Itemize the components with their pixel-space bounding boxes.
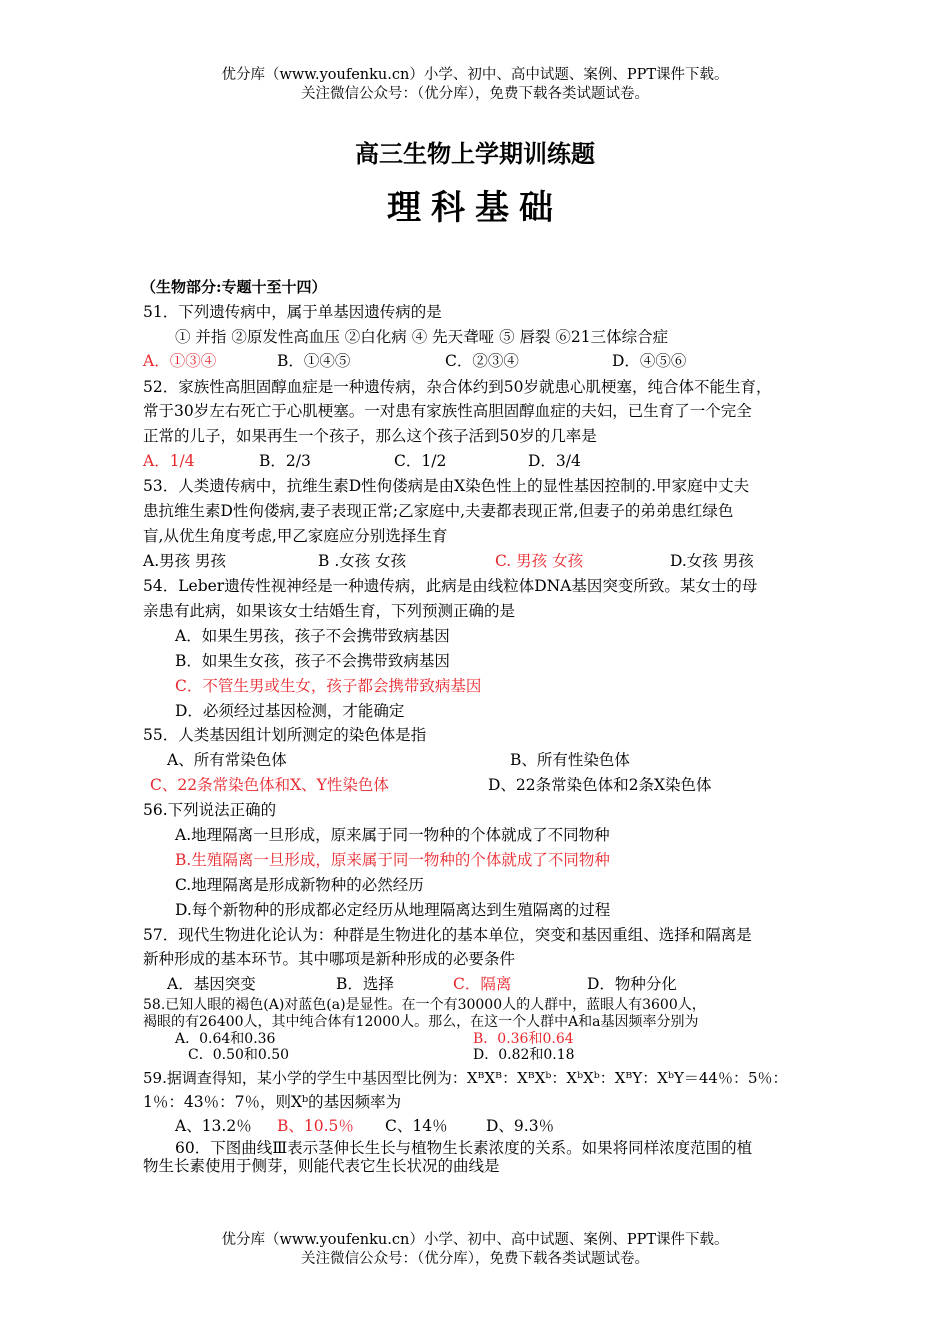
q54-option-a: A．如果生男孩，孩子不会携带致病基因 <box>175 627 450 645</box>
footer-line-1: 优分库（www.youfenku.cn）小学、初中、高中试题、案例、PPT课件下载。 <box>221 1232 729 1248</box>
q57-option-b: B．选择 <box>336 975 394 993</box>
q52-option-c: C．1/2 <box>394 452 447 470</box>
q52-option-d: D．3/4 <box>528 452 581 470</box>
page-subtitle: 理科基础 <box>387 188 563 228</box>
q55-stem: 55．人类基因组计划所测定的染色体是指 <box>143 726 427 744</box>
q52-line-1: 52．家族性高胆固醇血症是一种遗传病，杂合体约到50岁就患心肌梗塞，纯合体不能生育， <box>143 378 772 396</box>
q58-option-c: C．0.50和0.50 <box>188 1047 290 1063</box>
q59-option-b: B、10.5％ <box>277 1117 354 1135</box>
q53-option-b: B .女孩 女孩 <box>318 552 407 570</box>
q51-option-d: D．④⑤⑥ <box>612 352 687 370</box>
q51-option-b: B．①④⑤ <box>277 352 351 370</box>
q56-option-a: A.地理隔离一旦形成，原来属于同一物种的个体就成了不同物种 <box>175 826 610 844</box>
q53-line-1: 53．人类遗传病中，抗维生素D性佝偻病是由X染色性上的显性基因控制的.甲家庭中丈夫 <box>143 477 750 495</box>
q54-option-d: D．必须经过基因检测，才能确定 <box>175 702 405 720</box>
q56-option-c: C.地理隔离是形成新物种的必然经历 <box>175 876 424 894</box>
q53-line-2: 患抗维生素D性佝偻病,妻子表现正常;乙家庭中,夫妻都表现正常,但妻子的弟弟患红绿色 <box>143 502 734 520</box>
q51-items: ① 并指 ②原发性高血压 ②白化病 ④ 先天聋哑 ⑤ 唇裂 ⑥21三体综合症 <box>175 328 669 346</box>
footer-line-2: 关注微信公众号：（优分库），免费下载各类试题试卷。 <box>301 1251 649 1267</box>
q59-option-a: A、13.2％ <box>175 1117 252 1135</box>
q54-option-c: C．不管生男或生女，孩子都会携带致病基因 <box>175 677 482 695</box>
q52-line-3: 正常的儿子，如果再生一个孩子，那么这个孩子活到50岁的几率是 <box>143 427 597 445</box>
q55-option-b: B、所有性染色体 <box>510 751 630 769</box>
page-title: 高三生物上学期训练题 <box>355 139 595 168</box>
q51-option-c: C．②③④ <box>445 352 519 370</box>
q57-option-a: A．基因突变 <box>167 975 256 993</box>
q53-line-3: 盲,从优生角度考虑,甲乙家庭应分别选择生育 <box>143 527 448 545</box>
q57-line-1: 57．现代生物进化论认为：种群是生物进化的基本单位，突变和基因重组、选择和隔离是 <box>143 926 752 944</box>
q51-option-a: A．①③④ <box>143 352 217 370</box>
q53-option-c: C. 男孩 女孩 <box>495 552 584 570</box>
q58-line-1: 58.已知人眼的褐色(A)对蓝色(a)是显性。在一个有30000人的人群中，蓝眼人有3600人， <box>143 997 706 1013</box>
q56-stem: 56.下列说法正确的 <box>143 801 277 819</box>
q57-option-d: D．物种分化 <box>587 975 677 993</box>
header-line-1: 优分库（www.youfenku.cn）小学、初中、高中试题、案例、PPT课件下载。 <box>221 67 729 83</box>
q58-option-b: B．0.36和0.64 <box>473 1031 574 1047</box>
q59-option-d: D、9.3％ <box>486 1117 555 1135</box>
q55-option-a: A、所有常染色体 <box>167 751 287 769</box>
q54-line-1: 54．Leber遗传性视神经是一种遗传病，此病是由线粒体DNA基因突变所致。某女士的母 <box>143 577 758 595</box>
q58-option-a: A．0.64和0.36 <box>175 1031 276 1047</box>
q57-option-c: C．隔离 <box>453 975 512 993</box>
q55-option-c: C、22条常染色体和X、Y性染色体 <box>150 776 389 794</box>
q56-option-d: D.每个新物种的形成都必定经历从地理隔离达到生殖隔离的过程 <box>175 901 611 919</box>
q57-line-2: 新种形成的基本环节。其中哪项是新种形成的必要条件 <box>143 950 516 968</box>
q58-line-2: 褐眼的有26400人，其中纯合体有12000人。那么，在这一个人群中A和a基因频率分别为 <box>143 1014 699 1030</box>
q53-option-a: A.男孩 男孩 <box>143 552 227 570</box>
q59-line-1: 59.据调查得知，某小学的学生中基因型比例为：XᴮXᴮ：XᴮXᵇ：XᵇXᵇ：XᴮY：XᵇY＝44％：5％： <box>143 1069 788 1087</box>
q55-option-d: D、22条常染色体和2条X染色体 <box>488 776 712 794</box>
q59-line-2: 1％：43％：7％，则Xᵇ的基因频率为 <box>143 1093 402 1111</box>
q59-option-c: C、14％ <box>385 1117 448 1135</box>
q52-option-b: B．2/3 <box>259 452 311 470</box>
q60-line-2: 物生长素使用于侧芽，则能代表它生长状况的曲线是 <box>143 1157 500 1175</box>
q54-option-b: B．如果生女孩，孩子不会携带致病基因 <box>175 652 450 670</box>
q51-stem: 51．下列遗传病中，属于单基因遗传病的是 <box>143 303 442 321</box>
q58-option-d: D．0.82和0.18 <box>473 1047 575 1063</box>
header-line-2: 关注微信公众号：（优分库），免费下载各类试题试卷。 <box>301 86 649 102</box>
q52-option-a: A．1/4 <box>143 452 195 470</box>
q54-line-2: 亲患有此病，如果该女士结婚生育，下列预测正确的是 <box>143 602 516 620</box>
q52-line-2: 常于30岁左右死亡于心肌梗塞。一对患有家族性高胆固醇血症的夫妇，已生育了一个完全 <box>143 402 752 420</box>
section-label: （生物部分:专题十至十四） <box>141 278 327 296</box>
q53-option-d: D.女孩 男孩 <box>670 552 754 570</box>
q60-line-1: 60．下图曲线Ⅲ表示茎伸长生长与植物生长素浓度的关系。如果将同样浓度范围的植 <box>175 1139 753 1157</box>
q56-option-b: B.生殖隔离一旦形成，原来属于同一物种的个体就成了不同物种 <box>175 851 610 869</box>
